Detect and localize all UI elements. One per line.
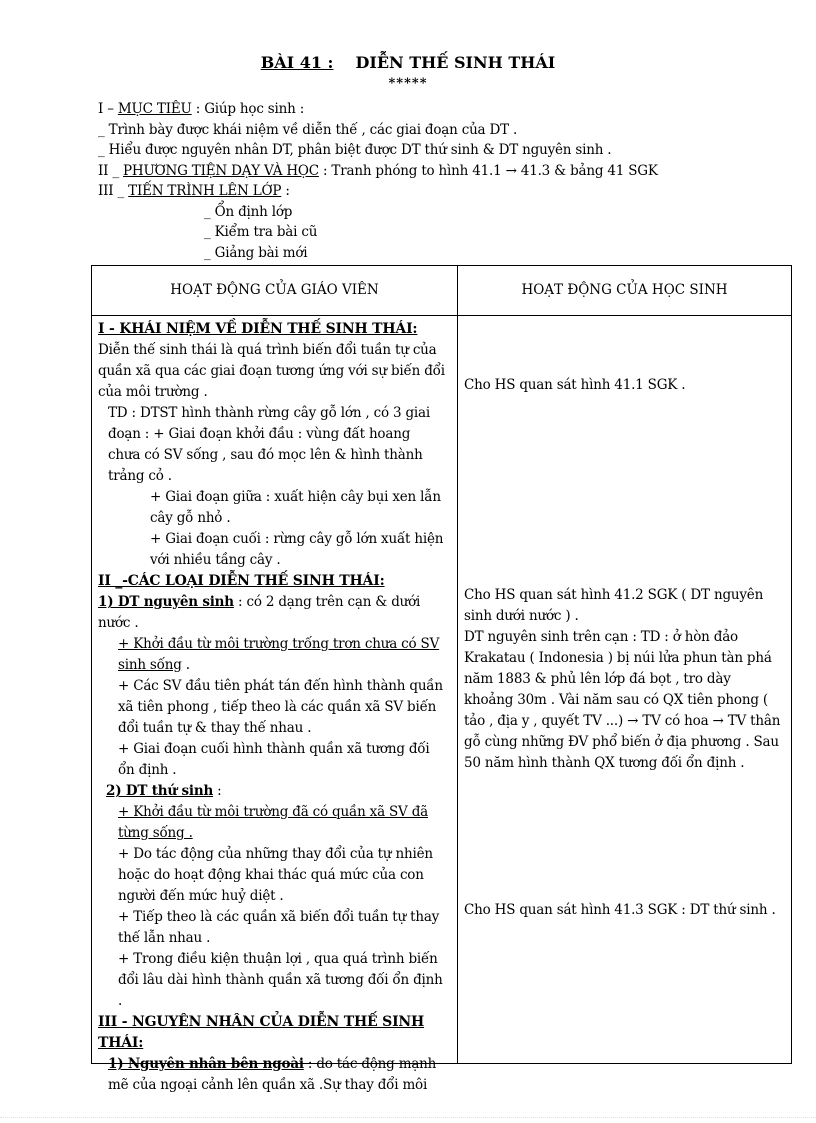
bullet-text: + Do tác động của những thay đổi của tự nhiên hoặc do hoạt động khai thác quá mức của con người đến mức huỷ diệt .: [118, 846, 433, 904]
student-note: Cho HS quan sát hình 41.3 SGK : DT thứ sinh .: [464, 902, 776, 918]
objectives-heading: I – MỤC TIÊU : Giúp học sinh :: [98, 101, 305, 117]
section-heading: I - KHÁI NIỆM VỀ DIỄN THẾ SINH THÁI:: [98, 321, 418, 337]
student-column-header: HOẠT ĐỘNG CỦA HỌC SINH: [458, 266, 792, 316]
student-cell: [458, 316, 792, 1064]
subsection-line: 1) DT nguyên sinh : có 2 dạng trên cạn & dưới nước .: [98, 594, 421, 631]
objective-item: _ Trình bày được khái niệm về diễn thế , các giai đoạn của DT .: [98, 121, 518, 138]
stage-text: + Giai đoạn giữa : xuất hiện cây bụi xen lẫn cây gỗ nhỏ .: [150, 489, 441, 526]
student-note: Cho HS quan sát hình 41.1 SGK .: [464, 377, 686, 393]
teacher-cell: [92, 316, 458, 1093]
activity-table: [91, 265, 792, 1093]
process-step: _ Kiểm tra bài cũ: [204, 224, 318, 240]
lesson-number: BÀI 41 :: [260, 53, 334, 72]
definition-text: Diễn thế sinh thái là quá trình biến đổi tuần tự của quần xã qua các giai đoạn tương ứng với sự biến đổi của môi trường .: [98, 342, 445, 400]
teacher-column-header: HOẠT ĐỘNG CỦA GIÁO VIÊN: [92, 266, 458, 316]
bullet-text: + Trong điều kiện thuận lợi , qua quá trình biến đổi lâu dài hình thành quần xã tương đối ổn định .: [118, 951, 443, 1009]
lesson-title: [0, 52, 816, 74]
subsection-line: 1) Nguyên nhân bên ngoài : do tác động mạnh mẽ của ngoại cảnh lên quần xã .Sự thay đổi môi: [108, 1056, 437, 1093]
student-note: Cho HS quan sát hình 41.2 SGK ( DT nguyên sinh dưới nước ) .: [464, 587, 764, 624]
subsection-line: 2) DT thứ sinh :: [106, 783, 222, 799]
student-note: DT nguyên sinh trên cạn : TD : ở hòn đảo Krakatau ( Indonesia ) bị núi lửa phun tàn phá năm 1883 & phủ lên lớp đá bọt , tro dày khoảng 30m . Vài năm sau có QX tiên phong ( tảo , địa y , quyết TV ...) → TV có hoa → TV thân gỗ cùng những ĐV phổ biến ở địa phương . Sau 50 năm hình thành QX tương đối ổn định .: [464, 629, 781, 771]
table-row: [92, 316, 792, 1064]
process-heading: III _ TIẾN TRÌNH LÊN LỚP :: [98, 183, 290, 199]
materials-line: II _ PHƯƠNG TIỆN DẠY VÀ HỌC : Tranh phóng to hình 41.1 → 41.3 & bảng 41 SGK: [98, 162, 658, 179]
table-header-row: [92, 266, 792, 316]
process-step: _ Ổn định lớp: [204, 203, 293, 220]
lesson-name: DIỄN THẾ SINH THÁI: [355, 53, 556, 72]
stage-text: + Giai đoạn cuối : rừng cây gỗ lớn xuất hiện với nhiều tầng cây .: [150, 531, 444, 568]
bullet-text: + Khởi đầu từ môi trường trống trơn chưa có SV sinh sống .: [118, 636, 440, 673]
page-bottom-divider: [0, 1117, 816, 1119]
bullet-text: + Khởi đầu từ môi trường đã có quần xã SV đã từng sống .: [118, 804, 428, 841]
bullet-text: + Các SV đầu tiên phát tán đến hình thành quần xã tiên phong , tiếp theo là các quần xã SV biến đổi tuần tự & thay thế nhau .: [118, 678, 443, 736]
objective-item: _ Hiểu được nguyên nhân DT, phân biệt được DT thứ sinh & DT nguyên sinh .: [98, 142, 612, 158]
title-stars: *****: [388, 76, 428, 91]
example-text: TD : DTST hình thành rừng cây gỗ lớn , có 3 giai đoạn : + Giai đoạn khởi đầu : vùng đất hoang chưa có SV sống , sau đó mọc lên & hình thành trảng cỏ .: [108, 405, 430, 484]
bullet-text: + Tiếp theo là các quần xã biến đổi tuần tự thay thế lẫn nhau .: [118, 909, 440, 946]
section-heading: II _-CÁC LOẠI DIỄN THẾ SINH THÁI:: [98, 573, 385, 589]
section-heading: III - NGUYÊN NHÂN CỦA DIỄN THẾ SINH THÁI:: [98, 1014, 425, 1051]
lesson-header: [98, 99, 798, 263]
bullet-text: + Giai đoạn cuối hình thành quần xã tương đối ổn định .: [118, 741, 430, 778]
process-step: _ Giảng bài mới: [204, 244, 308, 261]
